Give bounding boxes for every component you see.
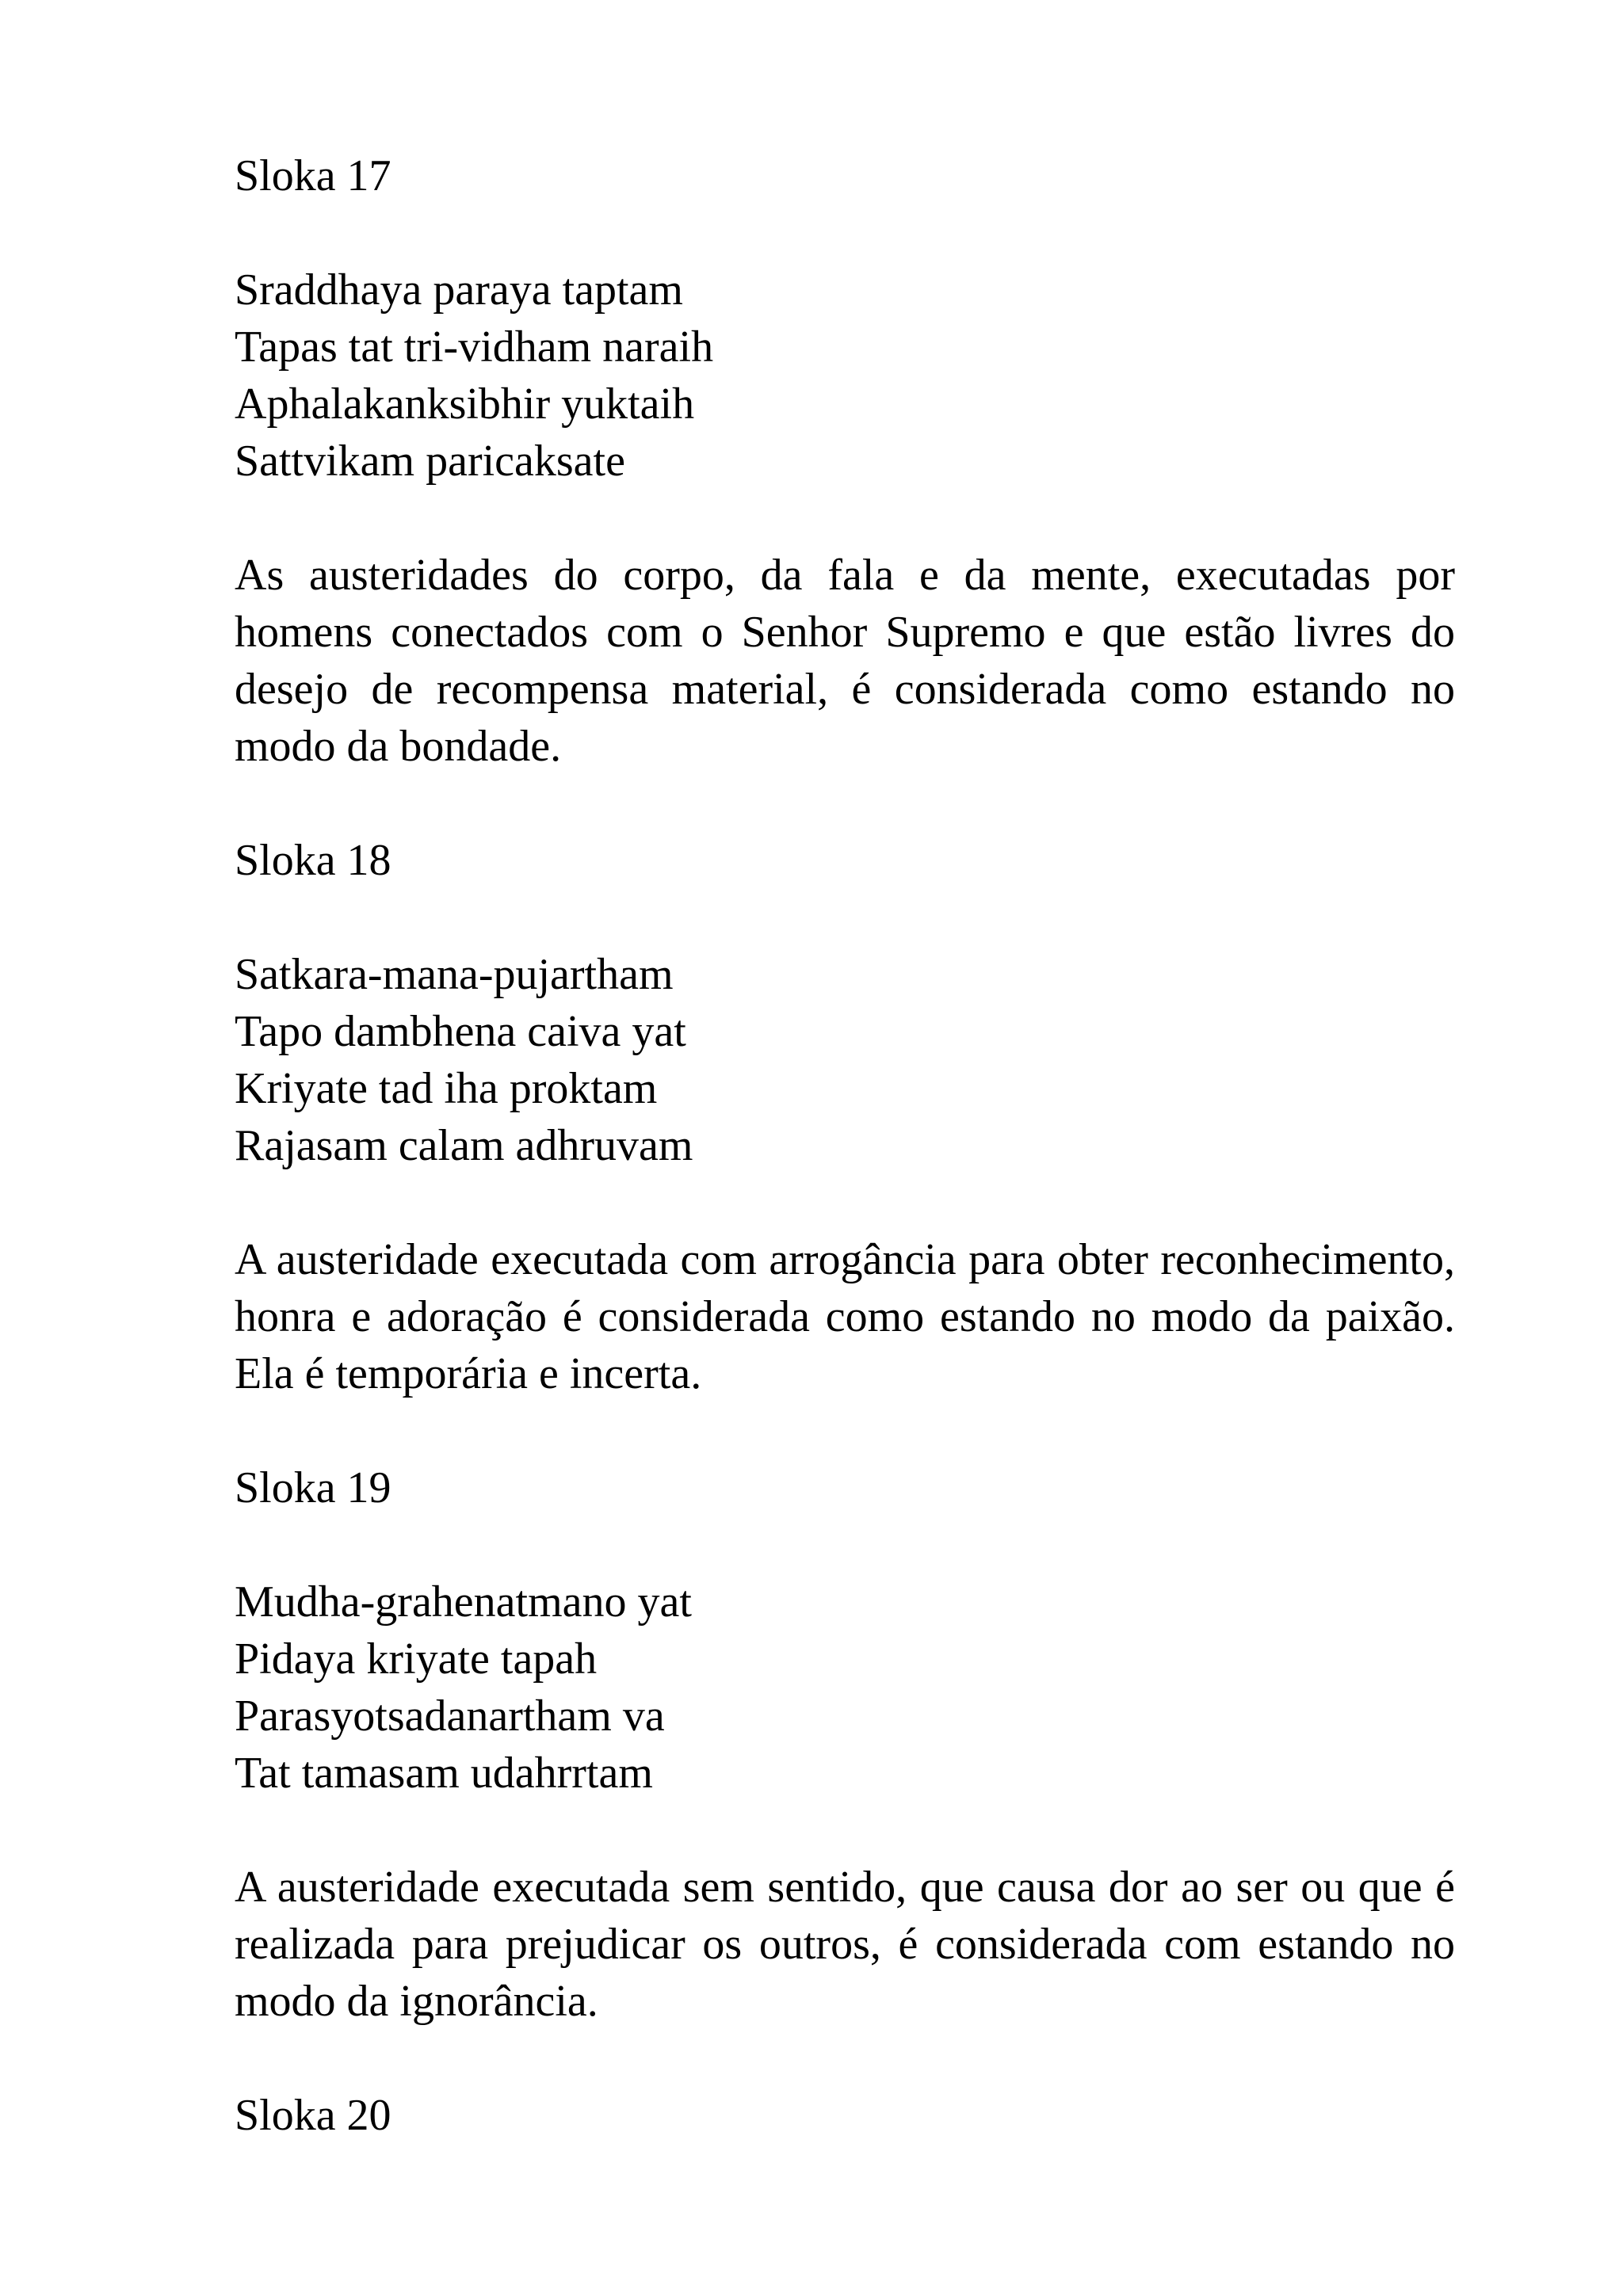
spacer [235, 204, 1455, 261]
spacer [235, 1174, 1455, 1231]
translation-paragraph: As austeridades do corpo, da fala e da mente, executadas por homens conectados com o Senhor Supremo e que estão livres do desejo de recompensa material, é considerada como estando no modo da bondade. [235, 551, 1455, 771]
sanskrit-verse [235, 1573, 1455, 1802]
verse-line: Tapas tat tri-vidham naraih [235, 322, 714, 372]
sloka-heading: Sloka 19 [235, 1463, 391, 1512]
spacer [235, 1516, 1455, 1573]
translation-paragraph: A austeridade executada com arrogância para obter reconhecimento, honra e adoração é considerada como estando no modo da paixão. Ela é temporária e incerta. [235, 1235, 1455, 1398]
verse-line: Sraddhaya paraya taptam [235, 265, 683, 315]
spacer [235, 1402, 1455, 1459]
sloka-heading: Sloka 18 [235, 836, 391, 885]
spacer [235, 889, 1455, 946]
verse-line: Pidaya kriyate tapah [235, 1634, 598, 1684]
verse-line: Tat tamasam udahrrtam [235, 1749, 653, 1798]
sanskrit-verse [235, 946, 1455, 1174]
verse-line: Rajasam calam adhruvam [235, 1121, 693, 1170]
verse-line: Parasyotsadanartham va [235, 1691, 665, 1741]
spacer [235, 775, 1455, 832]
verse-line: Kriyate tad iha proktam [235, 1064, 658, 1113]
spacer [235, 490, 1455, 547]
sloka-heading: Sloka 17 [235, 151, 391, 200]
spacer [235, 2030, 1455, 2087]
sanskrit-verse [235, 261, 1455, 490]
verse-line: Sattvikam paricaksate [235, 437, 625, 486]
verse-line: Satkara-mana-pujartham [235, 950, 674, 999]
translation-paragraph: A austeridade executada sem sentido, que causa dor ao ser ou que é realizada para prejudicar os outros, é considerada com estando no modo da ignorância. [235, 1863, 1455, 2026]
verse-line: Mudha-grahenatmano yat [235, 1577, 692, 1627]
sloka-heading: Sloka 20 [235, 2091, 391, 2140]
verse-line: Tapo dambhena caiva yat [235, 1007, 686, 1056]
document-page [235, 147, 1455, 2144]
spacer [235, 1802, 1455, 1859]
verse-line: Aphalakanksibhir yuktaih [235, 379, 695, 429]
